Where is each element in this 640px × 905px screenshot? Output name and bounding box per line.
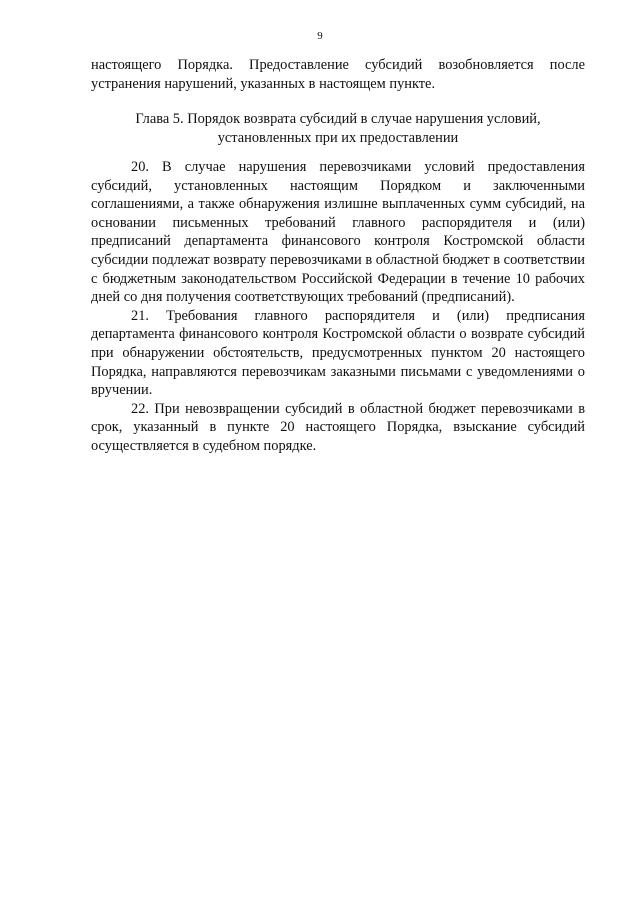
paragraph-22: 22. При невозвращении субсидий в областной бюджет перевозчиками в срок, указанный в пункте 20 настоящего Порядка, взыскание субсидий осуществляется в судебном порядке.	[91, 400, 585, 454]
chapter-heading	[91, 110, 585, 147]
paragraph-20: 20. В случае нарушения перевозчиками условий предоставления субсидий, установленных настоящим Порядком и заключенными соглашениями, а также обнаружения излишне выплаченных сумм субсидий, на основании письменных требований главного распорядителя и (или) предписаний департамента финансового контроля Костромской области субсидии подлежат возврату перевозчиками в областной бюджет в соответствии с бюджетным законодательством Российской Федерации в течение 10 рабочих дней со дня получения соответствующих требований (предписаний).	[91, 159, 585, 306]
continuation-paragraph: настоящего Порядка. Предоставление субсидий возобновляется после устранения нарушений, указанных в настоящем пункте.	[91, 57, 585, 92]
chapter-heading-line-2: установленных при их предоставлении	[217, 129, 459, 146]
chapter-heading-line-1: Глава 5. Порядок возврата субсидий в случае нарушения условий,	[135, 111, 541, 127]
paragraph-21: 21. Требования главного распорядителя и (или) предписания департамента финансового контроля Костромской области о возврате субсидий при обнаружении обстоятельств, предусмотренных пунктом 20 настоящего Порядка, направляются перевозчикам заказными письмами с уведомлениями о вручении.	[91, 307, 585, 399]
chapter-body	[91, 158, 585, 456]
page-number: 9	[317, 30, 323, 42]
